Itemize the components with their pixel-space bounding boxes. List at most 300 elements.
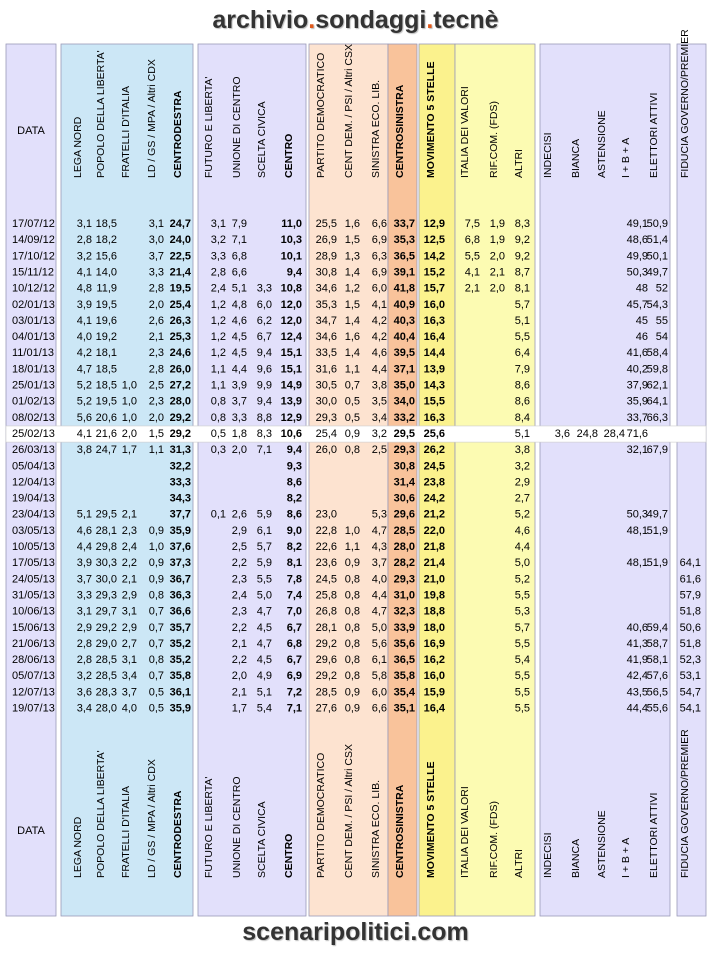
cell-el: 50,1 [646, 250, 668, 263]
cell-pd: 34,6 [315, 331, 337, 344]
cell-cd: 1,6 [344, 331, 360, 344]
cell-sel: 3,7 [371, 557, 387, 570]
header-sc-top: SCELTA CIVICA [256, 101, 268, 178]
cell-sel: 4,1 [371, 298, 387, 311]
header-cdx-top: CENTRODESTRA [172, 90, 184, 178]
cell-el: 58,7 [646, 637, 668, 650]
cell-pdl: 18,5 [95, 379, 117, 392]
cell-altri: 9,2 [514, 250, 530, 263]
cell-altri: 5,5 [514, 702, 530, 715]
cell-pdl: 28,5 [95, 670, 117, 683]
cell-centro: 10,1 [280, 250, 302, 263]
cell-cd: 0,8 [344, 654, 360, 667]
cell-pd: 22,8 [315, 524, 337, 537]
cell-ld: 1,0 [148, 541, 164, 553]
cell-ld: 3,1 [148, 218, 164, 230]
cell-sc: 9,6 [256, 363, 272, 376]
cell-iba: 35,9 [626, 395, 648, 408]
cell-el: 58,4 [646, 347, 668, 360]
cell-udc: 1,8 [231, 427, 247, 440]
cell-el: 49,7 [646, 266, 668, 279]
cell-sel: 3,8 [371, 379, 387, 392]
cell-csx: 28,0 [393, 541, 415, 553]
cell-lega: 3,6 [76, 686, 92, 699]
header-udc-top: UNIONE DI CENTRO [231, 76, 243, 178]
cell-m5s: 16,4 [423, 331, 445, 344]
header-sel-bottom: SINISTRA ECO. LIB. [370, 779, 382, 878]
cell-cd: 1,4 [344, 266, 360, 279]
cell-date: 14/09/12 [12, 234, 55, 247]
cell-ast: 28,4 [603, 427, 625, 440]
header-ind-top: INDECISI [542, 132, 554, 178]
header-sc-bottom: SCELTA CIVICA [256, 801, 268, 878]
cell-cdx: 19,5 [169, 282, 191, 295]
cell-ld: 2,0 [148, 411, 164, 424]
cell-sc: 5,7 [256, 541, 272, 553]
cell-lega: 2,9 [76, 621, 92, 634]
cell-csx: 35,4 [393, 686, 415, 699]
cell-centro: 7,1 [286, 702, 302, 715]
cell-iba: 50,3 [626, 508, 648, 521]
header-el-top: ELETTORI ATTIVI [648, 92, 660, 178]
cell-sel: 5,8 [371, 670, 387, 683]
cell-fli: 3,2 [210, 234, 226, 247]
cell-date: 15/06/13 [12, 621, 55, 634]
cell-cd: 0,8 [344, 605, 360, 618]
cell-csx: 35,8 [393, 670, 415, 683]
cell-sc: 7,1 [256, 444, 272, 457]
header-pdl-bottom: POPOLO DELLA LIBERTA' [95, 750, 107, 878]
cell-cd: 0,7 [344, 379, 360, 392]
cell-csx: 29,5 [393, 427, 415, 440]
cell-el: 50,9 [646, 218, 668, 230]
cell-csx: 37,1 [393, 363, 415, 376]
cell-lega: 2,8 [76, 654, 92, 667]
cell-cdx: 36,3 [169, 589, 191, 602]
cell-lega: 3,3 [76, 589, 92, 602]
cell-lega: 4,1 [76, 427, 92, 440]
cell-date: 10/05/13 [12, 541, 55, 553]
cell-ld: 2,6 [148, 314, 164, 327]
cell-iba: 42,4 [626, 670, 648, 683]
title-dot: . [308, 6, 316, 34]
cell-centro: 9,4 [286, 444, 302, 457]
cell-centro: 8,6 [286, 508, 302, 521]
cell-fdi: 2,9 [121, 621, 137, 634]
cell-altri: 5,5 [514, 670, 530, 683]
title-dot: . [426, 6, 434, 34]
cell-pd: 29,2 [315, 637, 337, 650]
cell-centro: 8,2 [286, 541, 302, 553]
cell-centro: 15,1 [280, 363, 302, 376]
cell-pd: 23,0 [315, 508, 337, 521]
cell-altri: 8,7 [514, 266, 530, 279]
cell-fdi: 2,4 [121, 541, 137, 553]
cell-m5s: 21,8 [423, 541, 445, 553]
cell-centro: 12,9 [280, 411, 302, 424]
cell-pd: 26,8 [315, 605, 337, 618]
cell-centro: 7,2 [286, 686, 302, 699]
cell-pdl: 29,2 [95, 621, 117, 634]
cell-iba: 40,2 [626, 363, 648, 376]
cell-sel: 6,3 [371, 250, 387, 263]
cell-pdl: 19,5 [95, 395, 117, 408]
cell-cd: 1,3 [344, 250, 360, 263]
header-m5s-bottom: MOVIMENTO 5 STELLE [425, 761, 437, 878]
cell-date: 05/04/13 [12, 460, 55, 473]
cell-sc: 9,4 [256, 347, 272, 360]
cell-csx: 31,4 [393, 476, 415, 489]
cell-fdi: 2,1 [121, 508, 137, 521]
cell-cdx: 35,2 [169, 637, 191, 650]
cell-ld: 0,9 [148, 524, 164, 537]
cell-csx: 40,4 [393, 331, 415, 344]
cell-m5s: 16,3 [423, 314, 445, 327]
cell-iba: 37,9 [626, 379, 648, 392]
cell-fdi: 3,7 [121, 686, 137, 699]
cell-ld: 0,9 [148, 557, 164, 570]
cell-cd: 0,8 [344, 621, 360, 634]
cell-cd: 0,5 [344, 395, 360, 408]
cell-sel: 6,0 [371, 282, 387, 295]
cell-cd: 0,8 [344, 670, 360, 683]
cell-cd: 1,2 [344, 282, 360, 295]
cell-cdx: 35,8 [169, 670, 191, 683]
cell-sc: 3,3 [256, 282, 272, 295]
cell-pd: 31,6 [315, 363, 337, 376]
cell-iba: 71,6 [626, 427, 648, 440]
cell-sc: 5,0 [256, 589, 272, 602]
cell-pdl: 28,1 [95, 524, 117, 537]
cell-m5s: 22,0 [423, 524, 445, 537]
cell-csx: 39,5 [393, 347, 415, 360]
cell-el: 51,4 [646, 234, 668, 247]
cell-pd: 28,5 [315, 686, 337, 699]
cell-ld: 2,3 [148, 395, 164, 408]
cell-m5s: 15,7 [423, 282, 445, 295]
cell-ld: 0,8 [148, 654, 164, 667]
cell-iba: 48 [635, 282, 648, 295]
cell-sel: 6,9 [371, 266, 387, 279]
cell-date: 01/02/13 [12, 395, 55, 408]
cell-fid: 64,1 [679, 557, 701, 570]
cell-sel: 6,6 [371, 218, 387, 230]
cell-lega: 3,2 [76, 670, 92, 683]
cell-fid: 54,1 [679, 702, 701, 715]
title-part-tecne: tecnè [433, 6, 499, 34]
cell-m5s: 25,6 [423, 427, 445, 440]
cell-date: 03/01/13 [12, 314, 55, 327]
cell-csx: 30,6 [393, 492, 415, 505]
header-bianca-top: BIANCA [570, 138, 582, 178]
cell-lega: 5,6 [76, 411, 92, 424]
cell-m5s: 16,2 [423, 654, 445, 667]
cell-pdl: 30,3 [95, 557, 117, 570]
cell-pdl: 19,5 [95, 298, 117, 311]
cell-fid: 50,6 [679, 621, 701, 634]
cell-sc: 4,5 [256, 621, 272, 634]
cell-pd: 29,6 [315, 654, 337, 667]
cell-fdi: 3,1 [121, 654, 137, 667]
cell-rif: 1,9 [489, 218, 505, 230]
cell-pdl: 15,6 [95, 250, 117, 263]
cell-date: 10/12/12 [12, 282, 55, 295]
cell-rif: 1,9 [489, 234, 505, 247]
cell-ld: 1,5 [148, 427, 164, 440]
cell-cdx: 29,2 [169, 411, 191, 424]
header-lega-bottom: LEGA NORD [72, 816, 84, 878]
header-fid-top: FIDUCIA GOVERNO/PREMIER [679, 29, 691, 178]
cell-m5s: 16,0 [423, 298, 445, 311]
header-m5s-top: MOVIMENTO 5 STELLE [425, 61, 437, 178]
cell-date: 28/06/13 [12, 654, 55, 667]
cell-lega: 4,2 [76, 347, 92, 360]
header-altri-top: ALTRI [513, 149, 525, 178]
header-bianca-bottom: BIANCA [570, 838, 582, 878]
cell-altri: 8,4 [514, 411, 530, 424]
cell-altri: 5,5 [514, 637, 530, 650]
cell-m5s: 19,8 [423, 589, 445, 602]
cell-m5s: 16,3 [423, 411, 445, 424]
cell-altri: 9,2 [514, 234, 530, 247]
cell-m5s: 15,9 [423, 686, 445, 699]
cell-ld: 2,1 [148, 331, 164, 344]
cell-ld: 0,7 [148, 637, 164, 650]
cell-csx: 31,0 [393, 589, 415, 602]
cell-csx: 40,9 [393, 298, 415, 311]
cell-pd: 26,0 [315, 444, 337, 457]
cell-udc: 7,1 [231, 234, 247, 247]
cell-el: 55,6 [646, 702, 668, 715]
cell-sc: 4,7 [256, 605, 272, 618]
cell-date: 25/01/13 [12, 379, 55, 392]
cell-altri: 5,4 [514, 654, 530, 667]
header-data-top: DATA [17, 125, 45, 137]
header-sel-top: SINISTRA ECO. LIB. [370, 79, 382, 178]
cell-sel: 6,6 [371, 702, 387, 715]
cell-sc: 6,1 [256, 524, 272, 537]
cell-m5s: 24,5 [423, 460, 445, 473]
cell-sel: 5,3 [371, 508, 387, 521]
cell-fdi: 1,0 [121, 395, 137, 408]
cell-centro: 10,6 [280, 427, 302, 440]
cell-csx: 28,2 [393, 557, 415, 570]
cell-cd: 1,4 [344, 314, 360, 327]
cell-el: 57,6 [646, 670, 668, 683]
cell-cdx: 37,6 [169, 541, 191, 553]
cell-iba: 48,6 [626, 234, 648, 247]
cell-date: 12/04/13 [12, 476, 55, 489]
header-centro-bottom: CENTRO [283, 833, 295, 878]
cell-altri: 2,7 [514, 492, 530, 505]
cell-ld: 2,8 [148, 363, 164, 376]
header-ast-top: ASTENSIONE [596, 110, 608, 178]
cell-date: 19/04/13 [12, 492, 55, 505]
header-fid-bottom: FIDUCIA GOVERNO/PREMIER [679, 729, 691, 878]
cell-pdl: 18,5 [95, 363, 117, 376]
cell-el: 54 [655, 331, 668, 344]
cell-pdl: 28,0 [95, 702, 117, 715]
cell-sc: 5,9 [256, 508, 272, 521]
cell-csx: 41,8 [393, 282, 415, 295]
cell-m5s: 14,4 [423, 347, 445, 360]
header-iba-bottom: I + B + A [620, 837, 632, 878]
cell-cdx: 22,5 [169, 250, 191, 263]
cell-cd: 0,8 [344, 573, 360, 586]
header-ind-bottom: INDECISI [542, 832, 554, 878]
cell-fid: 57,9 [679, 589, 701, 602]
header-cd-bottom: CENT DEM. / PSI / Altri CSX [343, 744, 355, 878]
cell-lega: 4,0 [76, 331, 92, 344]
cell-el: 58,1 [646, 654, 668, 667]
cell-cdx: 35,9 [169, 702, 191, 715]
cell-pd: 23,6 [315, 557, 337, 570]
cell-udc: 5,1 [231, 282, 247, 295]
cell-pdl: 18,2 [95, 234, 117, 247]
cell-sc: 6,7 [256, 331, 272, 344]
cell-ld: 2,5 [148, 379, 164, 392]
cell-cdx: 37,3 [169, 557, 191, 570]
cell-fdi: 1,7 [121, 444, 137, 457]
header-fli-bottom: FUTURO E LIBERTA' [203, 776, 215, 878]
cell-cdx: 36,6 [169, 605, 191, 618]
cell-cd: 0,9 [344, 557, 360, 570]
cell-udc: 2,1 [231, 637, 247, 650]
cell-cdx: 35,2 [169, 654, 191, 667]
cell-m5s: 16,0 [423, 670, 445, 683]
cell-rif: 2,0 [489, 282, 505, 295]
cell-pd: 30,0 [315, 395, 337, 408]
cell-sc: 5,1 [256, 686, 272, 699]
cell-udc: 2,3 [231, 573, 247, 586]
cell-m5s: 23,8 [423, 476, 445, 489]
cell-date: 24/05/13 [12, 573, 55, 586]
cell-sc: 4,7 [256, 637, 272, 650]
cell-pd: 34,7 [315, 314, 337, 327]
cell-iba: 41,9 [626, 654, 648, 667]
cell-fli: 1,1 [210, 363, 226, 376]
cell-date: 11/01/13 [12, 347, 55, 360]
footer-site: scenaripolitici.com [242, 918, 469, 946]
cell-fli: 1,2 [210, 314, 226, 327]
cell-lega: 5,1 [76, 508, 92, 521]
cell-cdx: 27,2 [169, 379, 191, 392]
cell-date: 08/02/13 [12, 411, 55, 424]
cell-sel: 6,0 [371, 686, 387, 699]
cell-date: 17/10/12 [12, 250, 55, 263]
cell-altri: 5,7 [514, 621, 530, 634]
cell-centro: 8,6 [286, 476, 302, 489]
cell-fdi: 2,0 [121, 427, 137, 440]
cell-altri: 5,5 [514, 589, 530, 602]
header-ld-bottom: LD / GS / MPA / Altri CDX [146, 759, 158, 878]
cell-pdl: 20,6 [95, 411, 117, 424]
header-ld-top: LD / GS / MPA / Altri CDX [146, 59, 158, 178]
cell-m5s: 26,2 [423, 444, 445, 457]
header-csx-bottom: CENTROSINISTRA [394, 784, 406, 878]
cell-m5s: 15,5 [423, 395, 445, 408]
cell-el: 54,3 [646, 298, 668, 311]
cell-altri: 7,9 [514, 363, 530, 376]
cell-csx: 29,3 [393, 444, 415, 457]
cell-centro: 10,8 [280, 282, 302, 295]
cell-udc: 3,7 [231, 395, 247, 408]
cell-udc: 4,6 [231, 314, 247, 327]
cell-udc: 6,8 [231, 250, 247, 263]
cell-cd: 1,4 [344, 347, 360, 360]
cell-udc: 2,0 [231, 444, 247, 457]
cell-cdx: 24,7 [169, 218, 191, 230]
cell-fdi: 2,1 [121, 573, 137, 586]
header-pdl-top: POPOLO DELLA LIBERTA' [95, 50, 107, 178]
cell-pd: 29,3 [315, 411, 337, 424]
cell-cd: 0,8 [344, 589, 360, 602]
cell-fli: 2,4 [210, 282, 226, 295]
cell-fli: 1,2 [210, 347, 226, 360]
cell-fdi: 1,0 [121, 379, 137, 392]
cell-pdl: 30,0 [95, 573, 117, 586]
cell-csx: 33,9 [393, 621, 415, 634]
cell-iba: 50,3 [626, 266, 648, 279]
cell-sel: 3,5 [371, 395, 387, 408]
cell-pdl: 18,5 [95, 218, 117, 230]
cell-altri: 5,5 [514, 686, 530, 699]
cell-m5s: 14,2 [423, 250, 445, 263]
cell-pd: 28,9 [315, 250, 337, 263]
cell-date: 03/05/13 [12, 524, 55, 537]
cell-lega: 4,7 [76, 363, 92, 376]
cell-fli: 0,1 [210, 508, 226, 521]
cell-sel: 4,7 [371, 524, 387, 537]
cell-fdi: 4,0 [121, 702, 137, 715]
cell-fli: 1,2 [210, 298, 226, 311]
cell-pd: 25,8 [315, 589, 337, 602]
cell-pd: 25,4 [315, 427, 337, 440]
cell-sel: 4,6 [371, 347, 387, 360]
cell-fdi: 2,7 [121, 637, 137, 650]
cell-el: 55 [655, 314, 668, 327]
cell-centro: 12,0 [280, 314, 302, 327]
cell-cdx: 34,3 [169, 492, 191, 505]
cell-centro: 11,0 [281, 218, 302, 230]
cell-udc: 4,8 [231, 298, 247, 311]
cell-el: 49,7 [646, 508, 668, 521]
cell-fli: 1,1 [210, 379, 226, 392]
cell-altri: 8,6 [514, 395, 530, 408]
cell-lega: 5,2 [76, 379, 92, 392]
cell-udc: 6,6 [231, 266, 247, 279]
cell-ld: 0,5 [148, 702, 164, 715]
cell-udc: 4,5 [231, 331, 247, 344]
cell-udc: 2,3 [231, 605, 247, 618]
cell-m5s: 21,4 [423, 557, 445, 570]
cell-pd: 34,6 [315, 282, 337, 295]
cell-cd: 0,9 [344, 702, 360, 715]
cell-lega: 3,9 [76, 298, 92, 311]
cell-date: 02/01/13 [12, 298, 55, 311]
cell-date: 04/01/13 [12, 331, 55, 344]
cell-csx: 40,3 [393, 314, 415, 327]
cell-fid: 52,3 [679, 654, 701, 667]
cell-centro: 6,9 [286, 670, 302, 683]
cell-altri: 8,6 [514, 379, 530, 392]
cell-ld: 3,0 [148, 234, 164, 247]
cell-cdx: 35,7 [169, 621, 191, 634]
cell-iba: 48,1 [626, 524, 648, 537]
cell-el: 51,9 [646, 524, 668, 537]
cell-pd: 26,9 [315, 234, 337, 247]
cell-sel: 5,0 [371, 621, 387, 634]
